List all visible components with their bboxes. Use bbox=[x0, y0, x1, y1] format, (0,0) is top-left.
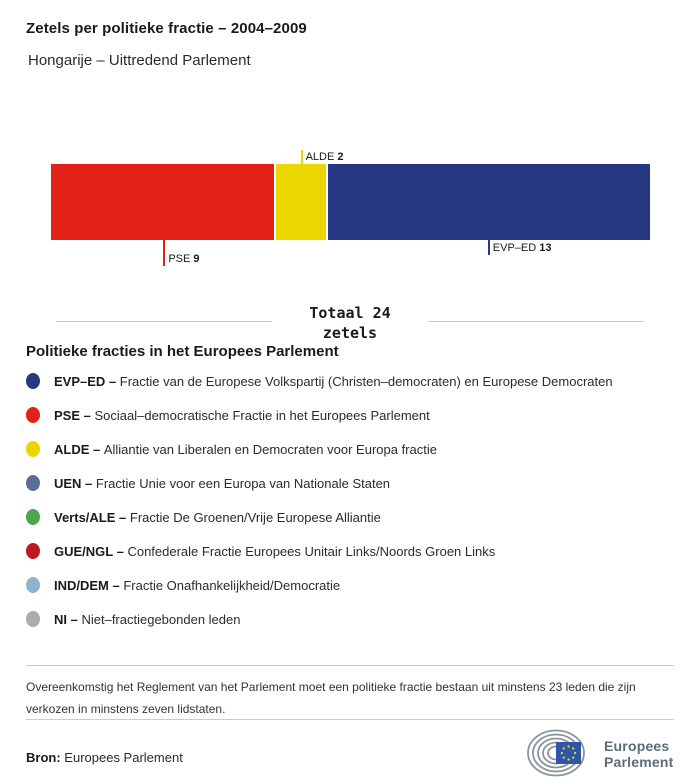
chart-area bbox=[0, 0, 700, 300]
legend-item bbox=[26, 568, 674, 602]
total-seats-line2: zetels bbox=[322, 324, 378, 342]
legend-label: PSE – Sociaal–democratische Fractie in het Europees Parlement bbox=[54, 407, 430, 423]
bar-segment-ALDE bbox=[276, 164, 326, 240]
legend-item bbox=[26, 364, 674, 398]
total-seats-label bbox=[270, 303, 430, 343]
legend-dot bbox=[26, 577, 40, 593]
chart-subtitle: Hongarije – Uittredend Parlement bbox=[28, 52, 251, 69]
hemicycle-icon bbox=[525, 728, 595, 780]
ep-logo bbox=[525, 728, 674, 780]
legend-label: GUE/NGL – Confederale Fractie Europees Unitair Links/Noords Groen Links bbox=[54, 543, 496, 559]
source-value: Europees Parlement bbox=[64, 750, 183, 765]
legend-item bbox=[26, 466, 674, 500]
legend-label: ALDE – Alliantie van Liberalen en Democraten voor Europa fractie bbox=[54, 441, 437, 457]
footnote-rule-top bbox=[26, 665, 674, 666]
legend-label: IND/DEM – Fractie Onafhankelijkheid/Democratie bbox=[54, 577, 341, 593]
source-line bbox=[26, 750, 183, 765]
legend-dot bbox=[26, 611, 40, 627]
ep-logo-line2: Parlement bbox=[604, 754, 674, 770]
callout-label-EVP–ED: EVP–ED 13 bbox=[492, 242, 552, 254]
legend-item bbox=[26, 398, 674, 432]
eu-flag-icon bbox=[556, 742, 581, 764]
divider-right bbox=[428, 321, 644, 322]
legend-dot bbox=[26, 509, 40, 525]
ep-logo-text bbox=[604, 738, 674, 770]
callout-label-PSE: PSE 9 bbox=[168, 253, 200, 265]
legend-dot bbox=[26, 543, 40, 559]
legend-list bbox=[26, 364, 674, 636]
legend-label: Verts/ALE – Fractie De Groenen/Vrije Europese Alliantie bbox=[54, 509, 381, 525]
legend-dot bbox=[26, 475, 40, 491]
legend-label: NI – Niet–fractiegebonden leden bbox=[54, 611, 241, 627]
legend-dot bbox=[26, 373, 40, 389]
callout-tick-EVP–ED bbox=[488, 240, 490, 255]
divider-left bbox=[56, 321, 272, 322]
seat-bar bbox=[51, 164, 650, 240]
footnote-rule-bottom bbox=[26, 719, 674, 720]
legend-item bbox=[26, 500, 674, 534]
callout-tick-ALDE bbox=[301, 150, 303, 164]
ep-logo-line1: Europees bbox=[604, 738, 670, 754]
bar-segment-PSE bbox=[51, 164, 274, 240]
legend-label: EVP–ED – Fractie van de Europese Volkspartij (Christen–democraten) en Europese Democraten bbox=[54, 373, 613, 389]
legend-item bbox=[26, 602, 674, 636]
total-seats-line1: Totaal 24 bbox=[309, 304, 391, 322]
footnote-text: Overeenkomstig het Reglement van het Parlement moet een politieke fractie bestaan uit minstens 23 leden die zijn verkozen in minstens zeven lidstaten. bbox=[26, 680, 636, 716]
source-label: Bron: bbox=[26, 750, 61, 765]
legend-label: UEN – Fractie Unie voor een Europa van Nationale Staten bbox=[54, 475, 391, 491]
bar-segment-EVP–ED bbox=[328, 164, 650, 240]
callout-label-ALDE: ALDE 2 bbox=[305, 151, 344, 163]
legend-dot bbox=[26, 407, 40, 423]
chart-title: Zetels per politieke fractie – 2004–2009 bbox=[26, 20, 307, 37]
callout-tick-PSE bbox=[163, 240, 165, 266]
legend-dot bbox=[26, 441, 40, 457]
legend-item bbox=[26, 432, 674, 466]
legend-heading: Politieke fracties in het Europees Parlement bbox=[26, 343, 339, 360]
legend-item bbox=[26, 534, 674, 568]
